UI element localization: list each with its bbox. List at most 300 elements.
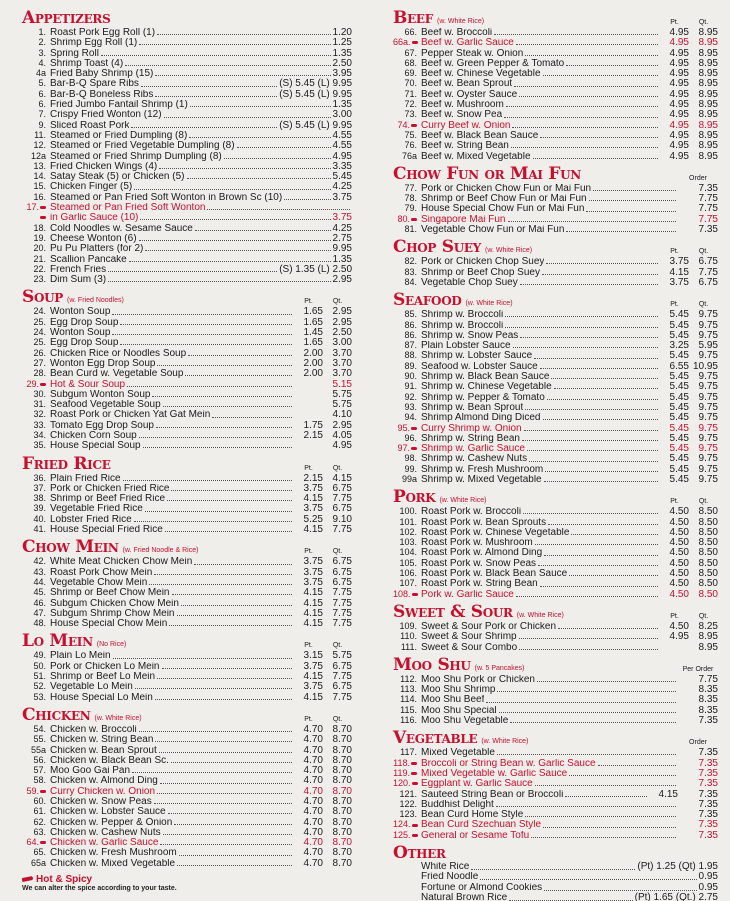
section-header (393, 8, 718, 27)
price-column-header: Qt. (698, 248, 709, 256)
item-price-quart: 7.75 (332, 524, 352, 536)
item-name: Chicken w. Pepper & Onion (50, 817, 173, 828)
menu-item (393, 862, 718, 872)
item-number: 100. (399, 506, 417, 517)
dot-leader (508, 216, 677, 222)
item-price-quart: 6.75 (332, 576, 352, 588)
item-name: Egg Drop Soup (50, 338, 119, 349)
item-price-pint: 4.50 (669, 547, 689, 559)
price-column-header: Pt. (670, 301, 679, 309)
item-name: Beef w. Broccoli (421, 28, 493, 38)
item-number: 89. (404, 360, 417, 371)
item-name: Moo Shu Beef (421, 695, 485, 706)
section-header (393, 237, 718, 256)
item-price-pint: 2.15 (303, 472, 323, 484)
item-price-quart: 6.75 (698, 276, 718, 288)
menu-item (393, 27, 718, 37)
dot-leader (139, 726, 292, 732)
dot-leader (189, 132, 330, 138)
section-title: Fried Rice (22, 453, 111, 474)
dot-leader (181, 600, 292, 606)
menu-item (393, 758, 718, 768)
item-price-pint: 4.95 (669, 109, 689, 121)
item-price-pint: 3.75 (303, 556, 323, 568)
dot-leader (172, 589, 293, 595)
menu-item (22, 254, 352, 264)
item-price-pint: 4.15 (303, 524, 323, 536)
dot-leader (513, 342, 658, 348)
dot-leader (135, 683, 292, 689)
item-price-quart: 6.75 (698, 256, 718, 268)
item-number: 87. (404, 340, 417, 351)
chili-pepper-icon (40, 206, 46, 209)
item-name: Beef w. Bean Sprout (421, 79, 513, 90)
item-name: Pork or Chicken Chow Fun or Mai Fun (421, 183, 592, 194)
item-name: Bar-B-Q Boneless Ribs (50, 89, 154, 100)
item-price-pint: 5.45 (669, 401, 689, 413)
item-price-order: 7.75 (698, 213, 718, 225)
menu-item (393, 819, 718, 829)
item-price-pint: 4.95 (669, 47, 689, 59)
menu-item (393, 320, 718, 330)
menu-item (22, 130, 352, 140)
price-column-header: Qt. (698, 19, 709, 26)
chili-pepper-icon (411, 427, 417, 430)
item-price-pint: 4.70 (303, 723, 323, 735)
item-number: 124. (393, 819, 421, 829)
dot-leader (195, 225, 331, 231)
item-price: 1.35 (332, 253, 352, 265)
menu-item (22, 348, 352, 358)
item-number: 75. (404, 129, 417, 140)
menu-item (22, 430, 352, 440)
item-price: 4.15 (658, 788, 678, 800)
menu-item (22, 440, 352, 450)
item-name: Beef w. Green Pepper & Tomato (421, 58, 565, 69)
menu-item (22, 692, 352, 702)
menu-item (22, 524, 352, 534)
item-number: 109. (399, 620, 417, 631)
item-number: 77. (404, 182, 417, 193)
item-name: Seafood Vegetable Soup (50, 400, 161, 411)
item-price-pint: 4.15 (303, 597, 323, 609)
item-price-order: 7.75 (698, 193, 718, 205)
menu-item (393, 433, 718, 443)
chili-pepper-icon (40, 216, 46, 219)
menu-item (393, 402, 718, 412)
item-number: 48. (33, 618, 46, 629)
item-name: Scallion Pancake (50, 254, 127, 265)
menu-item (393, 872, 718, 882)
menu-item (22, 817, 352, 827)
menu-item (393, 203, 718, 213)
item-name: Chicken w. Black Bean Sc. (50, 755, 169, 766)
menu-item (22, 577, 352, 587)
section-note: (No Rice) (96, 641, 127, 649)
item-price: 5.45 (332, 171, 352, 183)
section-note: (w. White Rice) (516, 611, 564, 619)
dot-leader (168, 808, 292, 814)
chili-pepper-icon (40, 383, 46, 386)
menu-item (393, 443, 718, 453)
item-price-quart: 7.75 (332, 587, 352, 599)
item-price-pint: 4.15 (669, 266, 689, 278)
item-name: Wonton Egg Drop Soup (50, 358, 156, 369)
item-name: Steamed or Pan Fried Soft Wonton (50, 203, 206, 214)
item-name: White Rice (421, 862, 470, 872)
item-name: Shrimp w. Snow Peas (421, 330, 519, 341)
dot-leader (194, 559, 292, 565)
item-number: 99a (401, 473, 417, 484)
item-name: Vegetable Chop Suey (421, 277, 518, 288)
dot-leader (509, 895, 632, 901)
item-price-pint: 4.15 (303, 671, 323, 683)
menu-item (22, 745, 352, 755)
item-number: 60. (33, 796, 46, 806)
dot-leader (134, 184, 330, 190)
item-name: Chicken w. Garlic Sauce (50, 838, 159, 849)
dot-leader (516, 591, 658, 597)
dot-leader (131, 122, 277, 128)
item-price-quart: 8.95 (698, 68, 718, 80)
dot-leader (237, 142, 331, 148)
item-number: 117. (400, 747, 417, 758)
item-number: 90. (404, 371, 417, 382)
dot-leader (535, 780, 676, 786)
dot-leader (171, 485, 292, 491)
menu-section-chop-suey (393, 237, 718, 287)
menu-item (22, 192, 352, 202)
dot-leader (154, 798, 292, 804)
item-number: 21. (33, 253, 46, 264)
dot-leader (154, 569, 292, 575)
dot-leader (129, 256, 331, 262)
item-price-pint: 1.65 (303, 306, 323, 318)
section-header (393, 290, 718, 309)
menu-item (22, 358, 352, 368)
dot-leader (156, 422, 292, 428)
dot-leader (537, 676, 676, 682)
dot-leader (543, 822, 676, 828)
menu-item (393, 224, 718, 234)
dot-leader (123, 475, 292, 481)
menu-item (393, 453, 718, 463)
item-price-quart: 8.25 (698, 620, 718, 632)
item-price-pint: 4.95 (669, 88, 689, 100)
item-price: 0.95 (698, 881, 718, 893)
item-price-pint: 4.95 (669, 631, 689, 643)
item-price-quart: 8.95 (698, 57, 718, 69)
dot-leader (486, 697, 676, 703)
item-name: Beef w. Mushroom (421, 100, 504, 111)
item-number: 53. (33, 691, 46, 702)
menu-item (393, 631, 718, 641)
menu-item (22, 317, 352, 327)
menu-item (393, 214, 718, 224)
item-number: 102. (399, 526, 417, 537)
item-price-pint: 5.45 (669, 381, 689, 393)
dot-leader (145, 245, 330, 251)
item-number: 12. (33, 140, 46, 151)
item-number: 52. (33, 681, 46, 692)
item-name: Moo Shu Vegetable (421, 716, 509, 727)
dot-leader (497, 686, 676, 692)
item-price-quart: 8.50 (698, 547, 718, 559)
menu-item (393, 809, 718, 819)
chili-pepper-icon (411, 124, 417, 127)
item-number: 110. (400, 631, 417, 642)
item-price-quart: 3.00 (332, 337, 352, 349)
item-price: (Pt) 1.25 (Qt) 1.95 (637, 861, 718, 872)
item-name: Sauteed String Bean or Broccoli (421, 789, 564, 800)
item-price-quart: 2.95 (332, 316, 352, 328)
item-name: Moo Shu Shrimp (421, 685, 496, 696)
item-price-quart: 6.75 (332, 566, 352, 578)
item-name: Beef w. String Bean (421, 141, 509, 152)
item-number: 95. (393, 423, 421, 433)
item-price-quart: 8.70 (332, 785, 352, 797)
item-number: 67. (404, 47, 417, 58)
item-name: Spring Roll (50, 48, 99, 59)
item-price-quart: 9.75 (698, 319, 718, 331)
menu-item (22, 661, 352, 671)
section-note: (w. White Rice) (94, 714, 142, 722)
menu-item (22, 503, 352, 513)
item-number: 113. (400, 684, 417, 695)
price-column-header: Order (689, 174, 707, 182)
menu-item (393, 58, 718, 68)
menu-item (393, 674, 718, 684)
item-price-quart: 8.70 (332, 837, 352, 849)
item-number: 55. (33, 734, 46, 745)
item-name: Chicken w. Snow Peas (50, 797, 152, 807)
item-name: Broccoli or String Bean w. Garlic Sauce (421, 758, 596, 769)
item-name: Singapore Mai Fun (421, 214, 506, 225)
item-price-pint: 4.50 (669, 537, 689, 549)
item-number: 99. (404, 463, 417, 474)
item-price-quart: 9.75 (698, 412, 718, 424)
item-name: Shrimp or Beef Chow Fun or Mai Fun (421, 194, 587, 205)
menu-item (22, 161, 352, 171)
item-price-quart: 6.75 (332, 503, 352, 515)
menu-item (393, 558, 718, 568)
dot-leader (127, 381, 292, 387)
menu-item (22, 837, 352, 847)
item-name: Sliced Roast Pork (50, 120, 130, 131)
item-number: 38. (33, 493, 46, 504)
menu-item (22, 264, 352, 274)
item-number: 76a (401, 150, 417, 161)
dot-leader (160, 839, 292, 845)
item-name: Dim Sum (3) (50, 275, 107, 286)
section-note: (w. Fried Noodle & Rice) (122, 547, 199, 555)
price-column-header: Pt. (670, 248, 679, 256)
item-price: 3.95 (332, 68, 352, 80)
item-name: Chicken w. Almond Ding (50, 776, 158, 787)
item-name: Beef w. Oyster Sauce (421, 89, 518, 100)
item-price-pint: 4.15 (303, 618, 323, 630)
item-price-pint: 3.75 (303, 576, 323, 588)
section-title: Chop Suey (393, 237, 482, 258)
section-title: Seafood (393, 290, 462, 311)
dot-leader (534, 353, 658, 359)
item-number: 91. (404, 381, 417, 392)
item-name: Bar-B-Q Spare Ribs (50, 79, 139, 90)
menu-section-seafood (393, 290, 718, 484)
item-name: Chicken w. Broccoli (50, 724, 137, 735)
menu-section-chicken (22, 705, 352, 868)
item-number: 18. (33, 222, 46, 233)
dot-leader (516, 39, 658, 45)
menu-item (22, 598, 352, 608)
item-number: 61. (33, 806, 46, 817)
item-name: Natural Brown Rice (421, 892, 508, 901)
menu-item (22, 212, 352, 222)
menu-item (22, 618, 352, 628)
item-name: Bean Curd w. Vegetable Soup (50, 369, 184, 380)
section-note: (w. White Rice) (485, 247, 533, 255)
dot-leader (207, 204, 350, 210)
dot-leader (134, 516, 292, 522)
dot-leader (545, 466, 658, 472)
menu-item (393, 340, 718, 350)
item-price-quart: 2.95 (332, 306, 352, 318)
item-price: 0.95 (698, 871, 718, 883)
menu-item (393, 715, 718, 725)
item-price-quart: 6.75 (332, 660, 352, 672)
item-number: 35. (33, 440, 46, 451)
item-name: White Meat Chicken Chow Mein (50, 557, 193, 568)
item-name: Pu Pu Platters (for 2) (50, 244, 144, 255)
item-number: 4a (35, 68, 46, 79)
price-column-header: Order (689, 739, 707, 747)
item-price-pint: 2.00 (303, 368, 323, 380)
item-name: Pepper Steak w. Onion (421, 48, 524, 59)
item-number: 104. (399, 547, 417, 558)
item-name: Curry Chicken w. Onion (50, 786, 156, 797)
menu-item (393, 768, 718, 778)
item-name: Chicken w. Bean Sprout (50, 745, 157, 756)
item-number: 123. (399, 809, 417, 820)
item-number: 6. (38, 88, 46, 99)
item-name: Beef w. Chinese Vegetable (421, 69, 541, 80)
item-price-pint: 4.50 (669, 578, 689, 590)
item-price-pint: 3.75 (303, 681, 323, 693)
dot-leader (544, 476, 658, 482)
item-price-pint: 2.00 (303, 357, 323, 369)
item-price-quart: 8.50 (698, 588, 718, 600)
dot-leader (523, 508, 658, 514)
spice-note: We can alter the spice according to your taste. (22, 885, 177, 893)
item-name: Curry Beef w. Onion (421, 120, 511, 131)
menu-item (393, 578, 718, 588)
dot-leader (480, 874, 696, 880)
item-price-order: 7.35 (698, 224, 718, 236)
item-name: Subgum Chicken Chow Mein (50, 598, 179, 609)
item-price: 1.35 (332, 47, 352, 59)
item-name: Roast Pork w. Almond Ding (421, 548, 543, 559)
dot-leader (551, 373, 658, 379)
item-number: 97. (393, 443, 421, 453)
menu-item (22, 171, 352, 181)
item-name: Steamed or Fried Dumpling (8) (50, 130, 188, 141)
menu-item (22, 399, 352, 409)
item-price-pint: 5.45 (669, 422, 689, 434)
dot-leader (120, 319, 292, 325)
item-number: 65. (33, 847, 46, 858)
item-price: 1.25 (332, 37, 352, 49)
dot-leader (188, 350, 292, 356)
item-price-quart: 8.95 (698, 150, 718, 162)
item-price-order: 7.35 (698, 747, 718, 759)
item-number: 27. (33, 357, 46, 368)
menu-item (393, 747, 718, 757)
dot-leader (525, 404, 658, 410)
item-price-order: 8.35 (698, 694, 718, 706)
item-price-pint: 1.65 (303, 337, 323, 349)
price-column-headers (678, 666, 718, 673)
item-name: French Fries (50, 264, 107, 275)
item-price: 4.55 (332, 140, 352, 152)
item-name: Steamed or Pan Fried Soft Wonton in Brown Sc (10) (50, 192, 283, 203)
dot-leader (171, 757, 292, 763)
item-price-pint: 4.50 (669, 557, 689, 569)
item-name: Shrimp w. Mixed Vegetable (421, 474, 542, 485)
dot-leader (125, 60, 330, 66)
item-price-pint: 3.25 (669, 340, 689, 352)
item-price-quart: 8.95 (698, 47, 718, 59)
menu-item (393, 350, 718, 360)
item-price-pint: 4.70 (303, 775, 323, 787)
item-name: Hot & Sour Soup (50, 379, 126, 390)
item-price: 4.55 (332, 129, 352, 141)
item-price-quart: 4.15 (332, 472, 352, 484)
price-column-header: Pt. (304, 715, 313, 723)
item-number: 17. (22, 202, 50, 212)
dot-leader (540, 363, 658, 369)
price-column-header: Pt. (304, 464, 313, 472)
section-title: Beef (393, 8, 433, 28)
item-name: Mixed Vegetable w. Garlic Sauce (421, 768, 568, 779)
item-number: 24. (33, 327, 46, 338)
menu-item (22, 27, 352, 37)
item-price-order: 7.35 (698, 767, 718, 779)
item-price-pint: 4.95 (669, 99, 689, 111)
price-column-header: Qt. (698, 612, 709, 620)
menu-item (393, 893, 718, 901)
item-price: (S) 5.45 (L) 9.95 (279, 119, 352, 131)
item-price-quart: 8.70 (332, 796, 352, 807)
item-number: 34. (33, 429, 46, 440)
item-price-quart: 9.75 (698, 443, 718, 455)
item-name: Steamed or Fried Vegetable Dumpling (8) (50, 141, 235, 152)
item-number: 83. (404, 266, 417, 277)
item-price-quart: 8.95 (698, 140, 718, 152)
price-column-header: Per Order (682, 665, 714, 673)
dot-leader (525, 50, 658, 56)
item-number: 92. (404, 391, 417, 402)
menu-item (22, 68, 352, 78)
item-name: General or Sesame Tofu (421, 830, 530, 841)
item-name: Shrimp w. Bean Sprout (421, 402, 524, 413)
item-name: Vegetable Fried Rice (50, 504, 143, 515)
item-price-pint: 4.50 (669, 620, 689, 632)
menu-item (393, 361, 718, 371)
menu-item (22, 858, 352, 868)
item-price-quart: 5.75 (332, 650, 352, 662)
menu-item (22, 671, 352, 681)
menu-section-lo-mein (22, 631, 352, 701)
